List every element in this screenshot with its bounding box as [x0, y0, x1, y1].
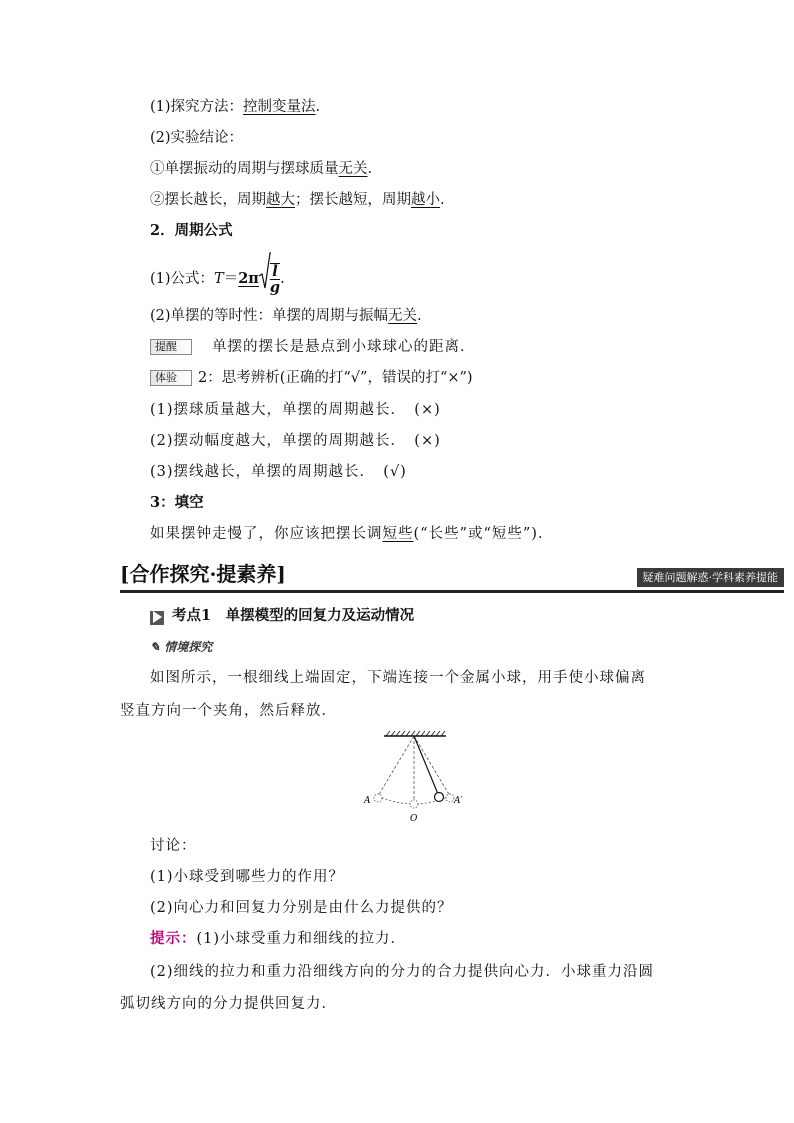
fill-line: 如果摆钟走慢了，你应该把摆长调短些(“长些”或“短些”)．	[150, 526, 554, 542]
question-2: (2)向心力和回复力分别是由什么力提供的？	[150, 900, 453, 916]
fraction-l-over-g: $\frac{l}{g}$	[269, 263, 281, 296]
answer-2-line-1: (2)细线的拉力和重力沿细线方向的分力的合力提供向心力．小球重力沿圆	[150, 964, 655, 980]
label-A-prime: A′	[454, 796, 463, 806]
string-right	[414, 736, 450, 796]
answer-method: 控制变量法	[243, 99, 316, 115]
conclusion-heading: (2)实验结论：	[150, 130, 244, 146]
judgement-3: (3)摆线越长，单摆的周期越长． (√)	[150, 464, 407, 480]
answer-shorter: 越小	[411, 192, 440, 208]
hint-label: 提示：	[150, 930, 197, 947]
experience-line: 体验 2：思考辨析(正确的打“√”，错误的打“×”)	[150, 368, 473, 388]
formula-line: (1)公式：T＝2π $\frac{l}{g}$ .	[150, 252, 285, 292]
conclusion-2: ②摆长越长，周期越大；摆长越短，周期越小.	[150, 192, 445, 208]
section-subtitle: 疑难问题解惑·学科素养提能	[637, 568, 785, 587]
answer-2-line-2: 弧切线方向的分力提供回复力．	[120, 996, 337, 1012]
tip-tag: 提醒	[150, 339, 192, 355]
ball-actual	[435, 793, 444, 802]
ball-center	[410, 800, 418, 808]
formula-2pi: 2π	[238, 270, 259, 287]
conclusion-1: ①单摆振动的周期与摆球质量无关.	[150, 161, 373, 177]
fill-heading: 3：填空	[150, 494, 204, 511]
topic-heading: 考点1 单摆模型的回复力及运动情况	[150, 606, 414, 626]
string-left	[378, 736, 414, 796]
answer-longer: 越大	[266, 192, 295, 208]
section-bar	[120, 560, 784, 593]
label-A: A	[364, 796, 371, 806]
intro-line-1: 如图所示，一根细线上端固定，下端连接一个金属小球，用手使小球偏离	[150, 670, 646, 686]
scene-label: ✎ 情境探究	[150, 640, 213, 654]
answer-amplitude: 无关	[388, 308, 418, 324]
play-icon	[150, 611, 164, 625]
discussion-heading: 讨论：	[150, 838, 197, 854]
answer-mass: 无关	[338, 161, 368, 177]
judgement-1: (1)摆球质量越大，单摆的周期越长． (×)	[150, 402, 441, 418]
tip-line: 提醒 单摆的摆长是悬点到小球球心的距离．	[150, 337, 476, 357]
pendulum-figure	[360, 730, 470, 825]
scene-icon: ✎	[150, 640, 161, 654]
hint-line: 提示：(1)小球受重力和细线的拉力．	[150, 930, 407, 947]
ball-right	[446, 794, 454, 802]
label-O: O	[410, 814, 418, 824]
answer-shorten: 短些	[382, 526, 414, 542]
method-line: (1)探究方法：控制变量法.	[150, 99, 321, 115]
judgement-2: (2)摆动幅度越大，单摆的周期越长． (×)	[150, 433, 441, 449]
ball-left	[374, 794, 382, 802]
isochronism-line: (2)单摆的等时性：单摆的周期与振幅无关.	[150, 308, 422, 324]
string-actual	[414, 736, 438, 794]
experience-tag: 体验	[150, 370, 192, 386]
period-formula-heading: 2．周期公式	[150, 222, 233, 239]
intro-line-2: 竖直方向一个夹角，然后释放．	[120, 703, 337, 719]
section-title: [合作探究·提素养]	[120, 562, 286, 586]
question-1: (1)小球受到哪些力的作用？	[150, 869, 345, 885]
